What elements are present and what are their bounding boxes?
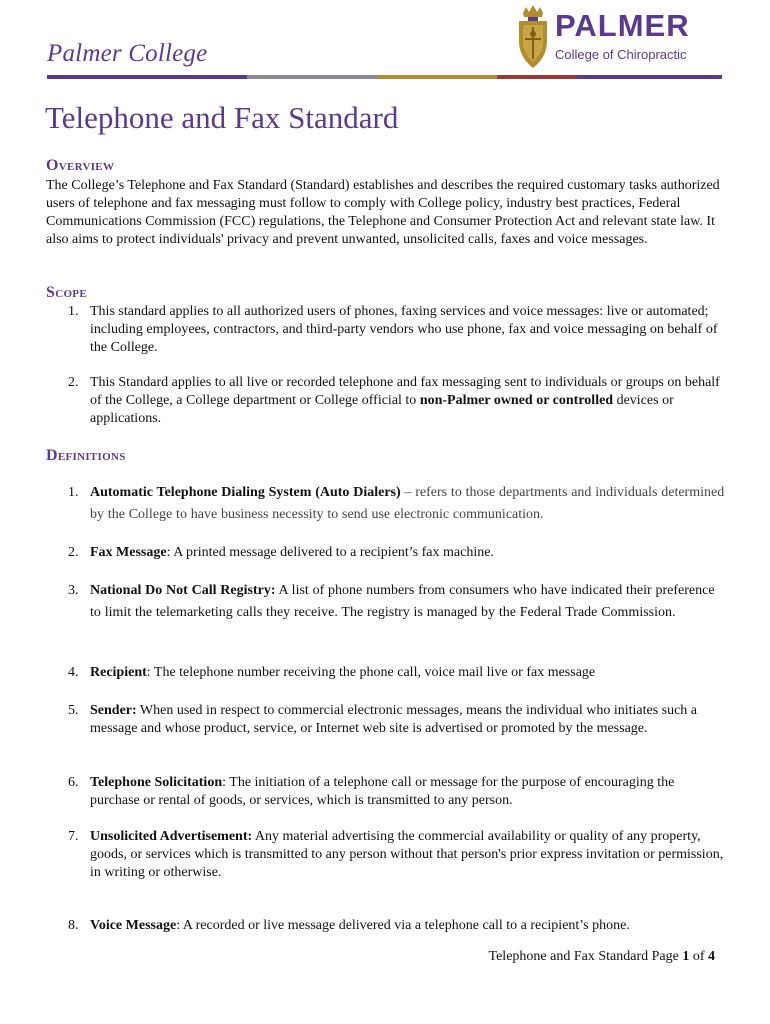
footer-page-total: 4 <box>708 949 715 964</box>
definition-body: : The telephone number receiving the phone call, voice mail live or fax message <box>146 665 596 680</box>
scope-item <box>46 374 726 428</box>
logo-wordmark: PALMER <box>555 8 690 43</box>
definition-text <box>90 544 726 562</box>
definition-item <box>46 664 726 682</box>
document-title: Telephone and Fax Standard <box>45 100 399 135</box>
footer-label: Telephone and Fax Standard Page <box>488 949 683 964</box>
definition-body: A list of phone numbers from consumers who have indicated their preference to limit the telemarketing calls they receive. The registry is managed by the Federal Trade Commission. <box>90 583 715 620</box>
footer-of: of <box>689 949 708 964</box>
definition-item <box>46 544 726 562</box>
scope-item-number: 2. <box>68 375 79 390</box>
definition-body: – refers to those departments and individuals determined by the College to have business necessity to send use electronic communication. <box>90 485 725 522</box>
scope-item-number: 1. <box>68 304 79 319</box>
definition-body: Any material advertising the commercial availability or quality of any property, goods, or services which is transmitted to any person without that person's prior express invitation or permission, in writing or otherwise. <box>90 829 724 880</box>
definition-number: 5. <box>68 703 79 718</box>
definition-number: 2. <box>68 545 79 560</box>
definition-number: 8. <box>68 918 79 933</box>
definition-number: 4. <box>68 665 79 680</box>
definition-term: Unsolicited Advertisement: <box>90 829 253 844</box>
scope-heading: Scope <box>46 284 87 301</box>
definition-term: Fax Message <box>90 545 167 560</box>
definition-body: : A recorded or live message delivered via a telephone call to a recipient’s phone. <box>176 918 630 933</box>
rule-segment <box>497 75 577 79</box>
overview-heading: Overview <box>46 157 115 174</box>
definition-number: 1. <box>68 485 79 500</box>
definition-item <box>46 828 726 882</box>
definition-number: 6. <box>68 775 79 790</box>
definition-item <box>46 917 726 935</box>
overview-paragraph: The College’s Telephone and Fax Standard (Standard) establishes and describes the required customary tasks authorized users of telephone and fax messaging must follow to comply with College policy, industry best practices, Federal Communications Commission (FCC) regulations, the Telephone and Consumer Protection Act and relevant state law. It also aims to protect individuals' privacy and prevent unwanted, unsolicited calls, faxes and voice messages. <box>46 178 720 247</box>
definition-number: 7. <box>68 829 79 844</box>
definition-item <box>46 580 726 624</box>
definition-text <box>90 917 726 935</box>
definition-term: Automatic Telephone Dialing System (Auto Dialers) <box>90 485 401 500</box>
definition-text <box>90 664 726 682</box>
definition-text <box>90 482 726 526</box>
definition-body: : A printed message delivered to a recipient’s fax machine. <box>166 545 494 560</box>
definition-text <box>90 774 726 810</box>
scope-item-text <box>90 374 726 428</box>
definition-body: When used in respect to commercial electronic messages, means the individual who initiates such a message and whose product, service, or Internet web site is advertised or promoted by the message. <box>90 703 698 736</box>
footer-page-number: 1 <box>682 949 690 964</box>
college-script-wordmark: Palmer College <box>47 40 208 67</box>
definition-term: Sender: <box>90 703 137 718</box>
definition-term: Recipient <box>90 665 147 680</box>
definition-item <box>46 774 726 810</box>
crest-icon <box>515 4 551 70</box>
rule-segment <box>377 75 497 79</box>
definition-term: National Do Not Call Registry: <box>90 583 276 598</box>
header-color-rule <box>47 75 722 79</box>
definition-text <box>90 702 726 738</box>
definition-number: 3. <box>68 583 79 598</box>
rule-segment <box>577 75 722 79</box>
palmer-logo <box>515 4 695 74</box>
scope-item-text-part: devices or applications. <box>90 393 674 426</box>
definition-body: : The initiation of a telephone call or message for the purpose of encouraging the purchase or rental of goods, or services, which is transmitted to any person. <box>90 775 675 808</box>
logo-subtitle: College of Chiropractic <box>555 47 687 62</box>
rule-segment <box>247 75 377 79</box>
definition-item <box>46 702 726 738</box>
definition-term: Voice Message <box>90 918 177 933</box>
page-footer <box>489 948 715 966</box>
definitions-heading: Definitions <box>46 447 126 464</box>
scope-item <box>46 303 726 357</box>
definition-term: Telephone Solicitation <box>90 775 223 790</box>
scope-item-text-part: This Standard applies to all live or recorded telephone and fax messaging sent to individuals or groups on behalf of the College, a College department or College official to <box>90 375 720 408</box>
definition-text <box>90 580 726 624</box>
definition-text <box>90 828 726 882</box>
definition-item <box>46 482 726 526</box>
rule-segment <box>47 75 247 79</box>
scope-item-text: This standard applies to all authorized users of phones, faxing services and voice messages: live or automated; including employees, contractors, and third-party vendors who use phone, fax and voice messaging on behalf of the College. <box>90 304 718 355</box>
scope-item-bold-phrase: non-Palmer owned or controlled <box>419 393 614 408</box>
